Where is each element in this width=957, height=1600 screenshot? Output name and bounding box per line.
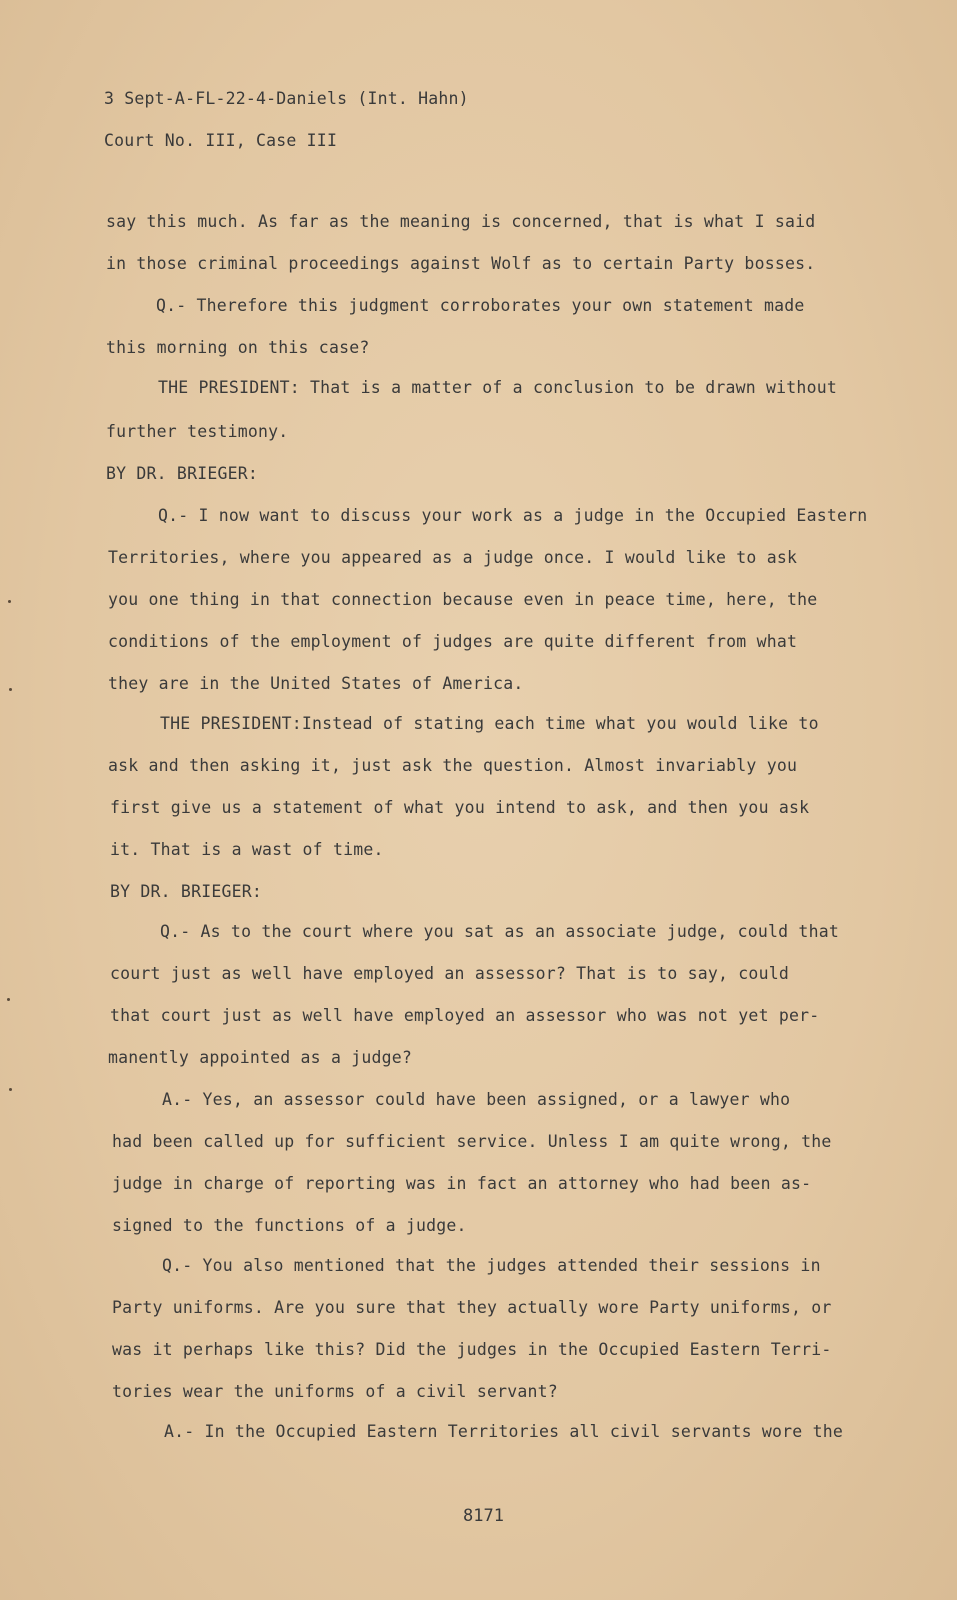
transcript-line: conditions of the employment of judges are quite different from what xyxy=(108,632,798,651)
transcript-line: was it perhaps like this? Did the judges in the Occupied Eastern Terri- xyxy=(112,1340,832,1359)
transcript-line: say this much. As far as the meaning is concerned, that is what I said xyxy=(106,212,816,231)
transcript-line: A.- In the Occupied Eastern Territories all civil servants wore the xyxy=(164,1422,843,1441)
transcript-line: had been called up for sufficient service. Unless I am quite wrong, the xyxy=(112,1132,832,1151)
transcript-line: you one thing in that connection because even in peace time, here, the xyxy=(108,590,818,609)
transcript-line: Party uniforms. Are you sure that they actually wore Party uniforms, or xyxy=(112,1298,832,1317)
transcript-line: that court just as well have employed an assessor who was not yet per- xyxy=(110,1006,820,1025)
transcript-line: first give us a statement of what you intend to ask, and then you ask xyxy=(110,798,810,817)
transcript-line: A.- Yes, an assessor could have been assigned, or a lawyer who xyxy=(162,1090,791,1109)
header-court: Court No. III, Case III xyxy=(104,131,338,150)
paper-speck xyxy=(9,1088,12,1091)
transcript-line: manently appointed as a judge? xyxy=(108,1048,413,1067)
transcript-line: tories wear the uniforms of a civil servant? xyxy=(112,1382,558,1401)
transcript-line: THE PRESIDENT: That is a matter of a conclusion to be drawn without xyxy=(158,378,837,397)
transcript-line: Q.- Therefore this judgment corroborates your own statement made xyxy=(156,296,805,315)
transcript-line: Q.- I now want to discuss your work as a judge in the Occupied Eastern xyxy=(158,506,868,525)
header-reference: 3 Sept-A-FL-22-4-Daniels (Int. Hahn) xyxy=(104,89,469,108)
transcript-line: ask and then asking it, just ask the question. Almost invariably you xyxy=(108,756,798,775)
transcript-line: THE PRESIDENT:Instead of stating each time what you would like to xyxy=(160,714,819,733)
paper-speck xyxy=(9,688,12,691)
transcript-line: they are in the United States of America. xyxy=(108,674,524,693)
page-number: 8171 xyxy=(463,1506,504,1526)
transcript-line: judge in charge of reporting was in fact an attorney who had been as- xyxy=(112,1174,812,1193)
speaker-heading: BY DR. BRIEGER: xyxy=(106,464,259,483)
transcript-line: signed to the functions of a judge. xyxy=(112,1216,467,1235)
paper-speck xyxy=(7,998,10,1001)
transcript-line: this morning on this case? xyxy=(106,338,370,357)
transcript-line: Q.- You also mentioned that the judges attended their sessions in xyxy=(162,1256,821,1275)
transcript-line: Territories, where you appeared as a judge once. I would like to ask xyxy=(108,548,798,567)
paper-speck xyxy=(8,600,11,603)
transcript-line: further testimony. xyxy=(106,422,289,441)
speaker-heading: BY DR. BRIEGER: xyxy=(110,882,263,901)
transcript-line: Q.- As to the court where you sat as an associate judge, could that xyxy=(160,922,839,941)
transcript-line: it. That is a wast of time. xyxy=(110,840,384,859)
transcript-line: in those criminal proceedings against Wolf as to certain Party bosses. xyxy=(106,254,816,273)
transcript-line: court just as well have employed an assessor? That is to say, could xyxy=(110,964,789,983)
